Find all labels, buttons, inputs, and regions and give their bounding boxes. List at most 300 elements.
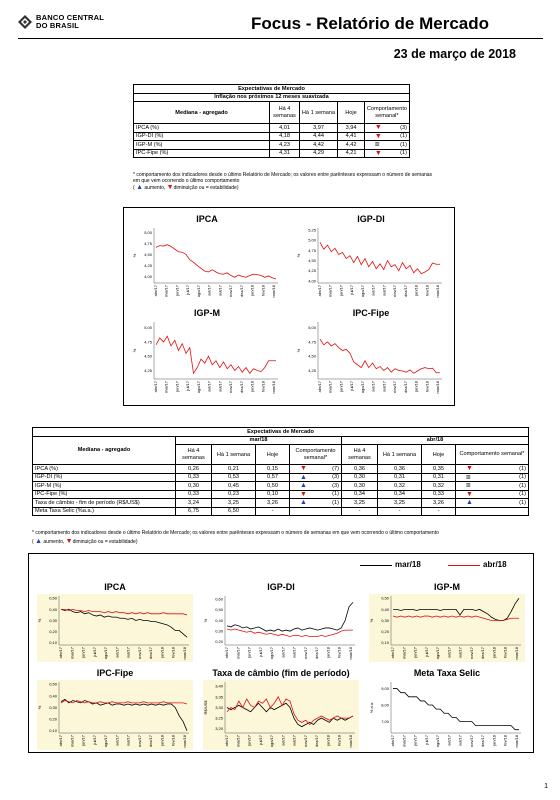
down-triangle-icon: ▼ — [374, 149, 382, 157]
table2-month-1: mar/18 — [176, 436, 342, 445]
x-tick-label: set/17 — [446, 735, 452, 746]
value-1w: 4,42 — [299, 141, 337, 150]
x-tick-label: ago/17 — [269, 647, 275, 660]
x-tick-label: jun/17 — [246, 735, 252, 746]
y-tick-label: 5,25 — [308, 227, 316, 233]
table1-subtitle: Inflação nos próximos 12 meses suavizada — [134, 93, 410, 102]
value-mar: 6,75 — [176, 507, 212, 516]
series-line — [320, 242, 440, 273]
x-tick-label: out/17 — [291, 735, 297, 747]
x-tick-label: set/17 — [206, 285, 212, 296]
inflation-12m-charts-panel — [123, 207, 455, 406]
x-tick-label: nov/17 — [302, 647, 308, 660]
chart-plot — [132, 226, 282, 300]
value-abr: 0,32 — [422, 482, 456, 491]
x-tick-label: set/17 — [370, 285, 376, 296]
table1-col-today: Hoje — [338, 102, 365, 124]
value-today: 4,41 — [338, 132, 365, 141]
y-tick-label: 0,20 — [49, 629, 57, 635]
y-tick-label: 0,20 — [49, 716, 57, 722]
value-mar: 0,33 — [176, 473, 212, 482]
x-tick-label: dez/17 — [314, 647, 320, 660]
chart-title: IGP-DI — [357, 214, 385, 224]
trend-cell — [290, 473, 342, 482]
value-mar: 0,33 — [176, 490, 212, 499]
header-divider — [18, 38, 543, 39]
bcb-logo-icon — [18, 15, 32, 29]
equal-icon: = — [466, 472, 471, 482]
value-mar: 3,24 — [176, 499, 212, 508]
series-line — [227, 629, 353, 636]
y-tick-label: 0,50 — [49, 595, 57, 601]
x-tick-label: ago/17 — [103, 647, 109, 660]
value-abr: 0,30 — [342, 473, 378, 482]
row-label: IPC-Fipe (%) — [134, 149, 270, 158]
row-label: IGP-DI (%) — [134, 132, 270, 141]
x-tick-label: mai/17 — [163, 381, 169, 394]
y-axis-label: % — [296, 253, 301, 258]
y-tick-label: 0,30 — [49, 617, 57, 623]
y-axis-label: R$/US$ — [203, 700, 208, 715]
x-tick-label: dez/17 — [148, 647, 154, 660]
trend-cell — [290, 499, 342, 508]
x-tick-label: jun/17 — [412, 647, 418, 658]
chart-plot — [296, 320, 446, 396]
y-tick-label: 0,10 — [381, 640, 389, 646]
x-tick-label: jan/18 — [249, 285, 255, 296]
x-tick-label: jul/17 — [185, 285, 191, 295]
x-tick-label: dez/17 — [148, 735, 154, 748]
table1-col-trend: Comportamento semanal* — [364, 102, 409, 124]
monthly-charts-panel — [28, 553, 534, 753]
x-tick-label: jul/17 — [185, 381, 191, 391]
value-abr: 0,31 — [422, 473, 456, 482]
x-tick-label: ago/17 — [435, 647, 441, 660]
value-today: 4,42 — [338, 141, 365, 150]
x-tick-label: nov/17 — [392, 285, 398, 298]
x-tick-label: jun/17 — [174, 285, 180, 296]
x-tick-label: nov/17 — [136, 647, 142, 660]
trend-count: (1) — [332, 499, 339, 506]
down-triangle-icon: ▼ — [466, 465, 473, 472]
x-tick-label: abr/17 — [224, 735, 229, 747]
x-tick-label: jul/17 — [257, 647, 263, 657]
x-tick-label: abr/17 — [153, 285, 158, 297]
x-tick-label: ago/17 — [195, 285, 201, 298]
y-axis-label: % — [203, 618, 208, 623]
x-tick-label: mai/17 — [401, 647, 407, 660]
chart-title: Taxa de câmbio (fim de período) — [212, 668, 350, 678]
monthly-expectations-table — [32, 427, 529, 516]
x-tick-label: set/17 — [206, 381, 212, 392]
y-axis-label: % — [132, 253, 137, 258]
value-abr: 3,26 — [422, 499, 456, 508]
y-tick-label: 5,00 — [308, 325, 316, 331]
x-tick-label: mar/18 — [435, 285, 440, 298]
value-abr: 3,25 — [378, 499, 422, 508]
chart-axes — [318, 228, 442, 283]
down-triangle-icon: ▼ — [300, 465, 307, 472]
x-tick-label: jun/17 — [338, 285, 344, 296]
trend-cell — [364, 132, 409, 141]
x-tick-label: jan/18 — [491, 735, 497, 746]
x-tick-label: jul/17 — [257, 735, 263, 745]
y-tick-label: 0,10 — [49, 640, 57, 646]
logo-line-2: DO BRASIL — [36, 21, 80, 30]
x-tick-label: jan/18 — [491, 647, 497, 658]
up-triangle-icon: ▲ — [300, 473, 307, 481]
row-label: Meta Taxa Selic (%a.a.) — [33, 507, 176, 516]
down-triangle-icon: ▼ — [166, 183, 174, 191]
value-mar: 0,21 — [212, 465, 256, 474]
equal-icon: = — [374, 140, 380, 149]
x-tick-label: fev/18 — [424, 285, 430, 296]
chart-axes — [318, 322, 442, 379]
legend-label-mar: mar/18 — [395, 560, 421, 569]
y-tick-label: 0,50 — [215, 607, 223, 613]
row-label: IGP-DI (%) — [33, 473, 176, 482]
series-line — [156, 245, 276, 279]
x-tick-label: jun/17 — [80, 735, 86, 746]
trend-cell — [290, 490, 342, 499]
y-tick-label: 0,40 — [381, 606, 389, 612]
up-triangle-icon: ▲ — [136, 183, 143, 191]
y-tick-label: 4,75 — [144, 240, 152, 246]
x-tick-label: nov/17 — [392, 381, 398, 394]
x-tick-label: mai/17 — [163, 285, 169, 298]
x-tick-label: abr/17 — [58, 735, 63, 747]
trend-count: (1) — [400, 133, 407, 140]
y-tick-label: 3,20 — [215, 726, 223, 732]
legend-label-abr: abr/18 — [483, 560, 507, 569]
y-tick-label: 0,10 — [49, 728, 57, 734]
chart-plot — [203, 680, 359, 750]
x-tick-label: jul/17 — [423, 647, 429, 657]
x-tick-label: mar/18 — [182, 735, 187, 748]
x-tick-label: set/17 — [114, 735, 120, 746]
y-tick-label: 0,30 — [215, 628, 223, 634]
down-triangle-icon: ▼ — [466, 490, 473, 498]
x-tick-label: mai/17 — [235, 647, 241, 660]
chart-plot — [369, 680, 525, 750]
y-tick-label: 3,30 — [215, 704, 223, 710]
x-tick-label: ago/17 — [195, 381, 201, 394]
x-tick-label: out/17 — [217, 285, 223, 297]
chart-plot — [37, 680, 193, 750]
x-tick-label: dez/17 — [402, 381, 408, 394]
value-4w: 4,18 — [270, 132, 300, 141]
table-row — [33, 465, 529, 474]
table2-m1-col-today: Hoje — [256, 445, 290, 465]
table-row — [33, 499, 529, 508]
report-title: Focus - Relatório de Mercado — [250, 14, 490, 33]
x-tick-label: mar/18 — [182, 647, 187, 660]
table1-footnote: * comportamento dos indicadores desde o último Relatório de Mercado; os valores entre parênteses expressam o número de semanas em que vem ocorrendo o último comportamento — [133, 172, 433, 185]
y-tick-label: 4,25 — [144, 262, 152, 268]
up-triangle-icon: ▲ — [300, 499, 307, 506]
row-label: IPC-Fipe (%) — [33, 490, 176, 499]
table-row — [33, 507, 529, 516]
x-tick-label: jul/17 — [349, 285, 355, 295]
x-tick-label: fev/18 — [336, 647, 342, 658]
y-tick-label: 4,50 — [308, 257, 316, 263]
x-tick-label: dez/17 — [238, 381, 244, 394]
y-tick-label: 0,50 — [381, 595, 389, 601]
x-tick-label: mai/17 — [327, 381, 333, 394]
table-row — [134, 132, 410, 141]
value-abr: 0,30 — [342, 482, 378, 491]
x-tick-label: ago/17 — [103, 735, 109, 748]
value-abr: 3,25 — [342, 499, 378, 508]
y-tick-label: 4,25 — [308, 268, 316, 274]
value-abr: - — [342, 507, 378, 516]
y-axis-label: % — [296, 348, 301, 353]
down-triangle-icon: ▼ — [300, 490, 307, 498]
x-tick-label: out/17 — [291, 647, 297, 659]
chart-plot — [203, 594, 359, 662]
chart-plot — [296, 226, 446, 300]
bcb-logo — [18, 14, 104, 30]
x-tick-label: out/17 — [125, 647, 131, 659]
x-tick-label: dez/17 — [480, 647, 486, 660]
row-label: IGP-M (%) — [134, 141, 270, 150]
y-tick-label: 4,50 — [144, 251, 152, 257]
x-tick-label: abr/17 — [58, 647, 63, 659]
value-mar: 0,26 — [176, 465, 212, 474]
x-tick-label: set/17 — [446, 647, 452, 658]
x-tick-label: jun/17 — [246, 647, 252, 658]
chart — [296, 308, 446, 396]
x-tick-label: out/17 — [381, 381, 387, 393]
x-tick-label: jul/17 — [349, 381, 355, 391]
table2-m2-col-1w: Há 1 semana — [378, 445, 422, 465]
table2-m1-col-trend: Comportamento semanal* — [290, 445, 342, 465]
y-axis-label: % — [369, 618, 374, 623]
report-date: 23 de março de 2018 — [393, 47, 516, 61]
legend-up-text: aumento, — [43, 539, 65, 546]
x-tick-label: dez/17 — [402, 285, 408, 298]
trend-count: (3) — [332, 474, 339, 481]
table1-title: Expectativas de Mercado — [134, 85, 410, 94]
y-tick-label: 8,00 — [381, 702, 389, 708]
value-abr: 0,35 — [422, 465, 456, 474]
legend-rest-text: diminuição ou = estabilidade) — [173, 184, 239, 191]
x-tick-label: fev/18 — [170, 735, 176, 746]
y-tick-label: 9,00 — [381, 685, 389, 691]
x-tick-label: dez/17 — [314, 735, 320, 748]
x-tick-label: mai/17 — [235, 735, 241, 748]
trend-cell — [456, 490, 529, 499]
trend-count: (1) — [400, 150, 407, 157]
y-tick-label: 0,30 — [49, 704, 57, 710]
x-tick-label: abr/17 — [224, 647, 229, 659]
x-tick-label: nov/17 — [228, 381, 234, 394]
table2-legend: ( ▲ aumento, ▼diminuição ou = estabilidade) — [32, 538, 138, 546]
chart — [203, 582, 359, 662]
x-tick-label: mar/18 — [435, 381, 440, 394]
chart-plot — [369, 594, 525, 662]
y-tick-label: 4,00 — [144, 273, 152, 279]
y-axis-label: % — [37, 705, 42, 710]
x-tick-label: fev/18 — [260, 285, 266, 296]
chart-plot — [132, 320, 282, 396]
value-1w: 3,97 — [299, 124, 337, 133]
chart — [203, 668, 359, 750]
x-tick-label: out/17 — [217, 381, 223, 393]
y-tick-label: 0,50 — [49, 681, 57, 687]
trend-cell — [456, 507, 529, 516]
x-tick-label: ago/17 — [359, 381, 365, 394]
table1-col-4w: Há 4 semanas — [270, 102, 300, 124]
table1-legend: ( ▲ aumento, ▼diminuição ou = estabilidade) — [133, 183, 239, 191]
table2-m1-col-1w: Há 1 semana — [212, 445, 256, 465]
up-triangle-icon: ▲ — [466, 499, 473, 506]
down-triangle-icon: ▼ — [374, 132, 382, 140]
trend-cell — [290, 482, 342, 491]
value-mar: 0,53 — [212, 473, 256, 482]
y-tick-label: 0,40 — [49, 606, 57, 612]
x-tick-label: mar/18 — [514, 647, 519, 660]
x-tick-label: fev/18 — [170, 647, 176, 658]
table2-m2-col-trend: Comportamento semanal* — [456, 445, 529, 465]
chart — [132, 308, 282, 396]
value-today: 4,21 — [338, 149, 365, 158]
table2-m2-col-4w: Há 4 semanas — [342, 445, 378, 465]
x-tick-label: abr/17 — [390, 647, 395, 659]
row-label: IPCA (%) — [33, 465, 176, 474]
series-line — [320, 339, 440, 373]
trend-count: (7) — [332, 465, 339, 472]
legend-up-text: aumento, — [144, 184, 166, 191]
y-tick-label: 5,00 — [144, 325, 152, 331]
y-tick-label: 3,40 — [215, 683, 223, 689]
chart — [37, 582, 193, 662]
chart-title: IPCA — [196, 214, 218, 224]
y-tick-label: 0,30 — [381, 617, 389, 623]
chart-plot — [37, 594, 193, 662]
value-abr: 0,32 — [378, 482, 422, 491]
series-line — [227, 602, 353, 631]
legend-line-mar — [360, 565, 392, 566]
value-abr: - — [378, 507, 422, 516]
table2-m1-col-4w: Há 4 semanas — [176, 445, 212, 465]
x-tick-label: mai/17 — [69, 735, 75, 748]
row-label: Taxa de câmbio - fim de período (R$/US$) — [33, 499, 176, 508]
table-row — [33, 482, 529, 491]
y-tick-label: 4,75 — [308, 247, 316, 253]
chart-title: Meta Taxa Selic — [413, 668, 481, 678]
table-row — [134, 124, 410, 133]
y-tick-label: 7,00 — [381, 718, 389, 724]
x-tick-label: set/17 — [114, 647, 120, 658]
x-tick-label: fev/18 — [424, 381, 430, 392]
value-abr: 0,33 — [422, 490, 456, 499]
up-triangle-icon: ▲ — [300, 482, 307, 489]
trend-cell — [364, 124, 409, 133]
table-row — [33, 490, 529, 499]
trend-count: (1) — [519, 482, 526, 489]
x-tick-label: fev/18 — [502, 735, 508, 746]
trend-cell — [456, 499, 529, 508]
table2-m2-col-today: Hoje — [422, 445, 456, 465]
table1-col-1w: Há 1 semana — [299, 102, 337, 124]
x-tick-label: jun/17 — [174, 381, 180, 392]
value-abr: 0,36 — [342, 465, 378, 474]
x-tick-label: fev/18 — [502, 647, 508, 658]
chart-axes — [225, 596, 355, 645]
value-mar: 3,26 — [256, 499, 290, 508]
chart — [369, 668, 525, 750]
chart-axes — [154, 322, 278, 379]
x-tick-label: jun/17 — [412, 735, 418, 746]
y-tick-label: 4,75 — [144, 339, 152, 345]
x-tick-label: jun/17 — [80, 647, 86, 658]
logo-line-1: BANCO CENTRAL — [36, 13, 105, 22]
value-mar: 0,23 — [212, 490, 256, 499]
trend-cell — [456, 482, 529, 491]
value-abr: 0,31 — [378, 473, 422, 482]
series-line — [156, 336, 276, 373]
y-tick-label: 4,25 — [144, 367, 152, 373]
value-mar: 3,25 — [212, 499, 256, 508]
row-label: IPCA (%) — [134, 124, 270, 133]
x-tick-label: jul/17 — [91, 647, 97, 657]
trend-count: (1) — [519, 465, 526, 472]
value-mar: 0,45 — [212, 482, 256, 491]
legend-line-abr — [448, 565, 480, 566]
x-tick-label: set/17 — [280, 647, 286, 658]
x-tick-label: mai/17 — [69, 647, 75, 660]
value-4w: 4,01 — [270, 124, 300, 133]
x-tick-label: mai/17 — [327, 285, 333, 298]
x-tick-label: mai/17 — [401, 735, 407, 748]
chart-title: IPC-Fipe — [96, 668, 134, 678]
x-tick-label: nov/17 — [136, 735, 142, 748]
y-tick-label: 4,25 — [308, 367, 316, 373]
trend-count: (3) — [400, 124, 407, 131]
x-tick-label: nov/17 — [468, 647, 474, 660]
x-tick-label: out/17 — [125, 735, 131, 747]
trend-cell — [364, 141, 409, 150]
equal-icon: = — [466, 481, 471, 490]
x-tick-label: abr/17 — [390, 735, 395, 747]
x-tick-label: jan/18 — [249, 381, 255, 392]
x-tick-label: mar/18 — [348, 735, 353, 748]
row-label: IGP-M (%) — [33, 482, 176, 491]
y-tick-label: 4,50 — [144, 353, 152, 359]
series-line — [393, 689, 519, 730]
x-tick-label: ago/17 — [435, 735, 441, 748]
y-tick-label: 3,25 — [215, 715, 223, 721]
x-tick-label: out/17 — [381, 285, 387, 297]
x-tick-label: jul/17 — [91, 735, 97, 745]
x-tick-label: jan/18 — [325, 735, 331, 746]
x-tick-label: set/17 — [280, 735, 286, 746]
inflation-12m-table — [133, 84, 410, 158]
table-row — [134, 149, 410, 158]
x-tick-label: mar/18 — [271, 285, 276, 298]
x-tick-label: mar/18 — [514, 735, 519, 748]
value-mar: 0,15 — [256, 465, 290, 474]
value-abr: - — [422, 507, 456, 516]
trend-count: (3) — [332, 482, 339, 489]
y-tick-label: 0,60 — [215, 596, 223, 602]
trend-cell — [456, 465, 529, 474]
table-row — [33, 473, 529, 482]
table-row — [134, 141, 410, 150]
y-tick-label: 5,00 — [144, 229, 152, 235]
value-mar: 0,10 — [256, 490, 290, 499]
